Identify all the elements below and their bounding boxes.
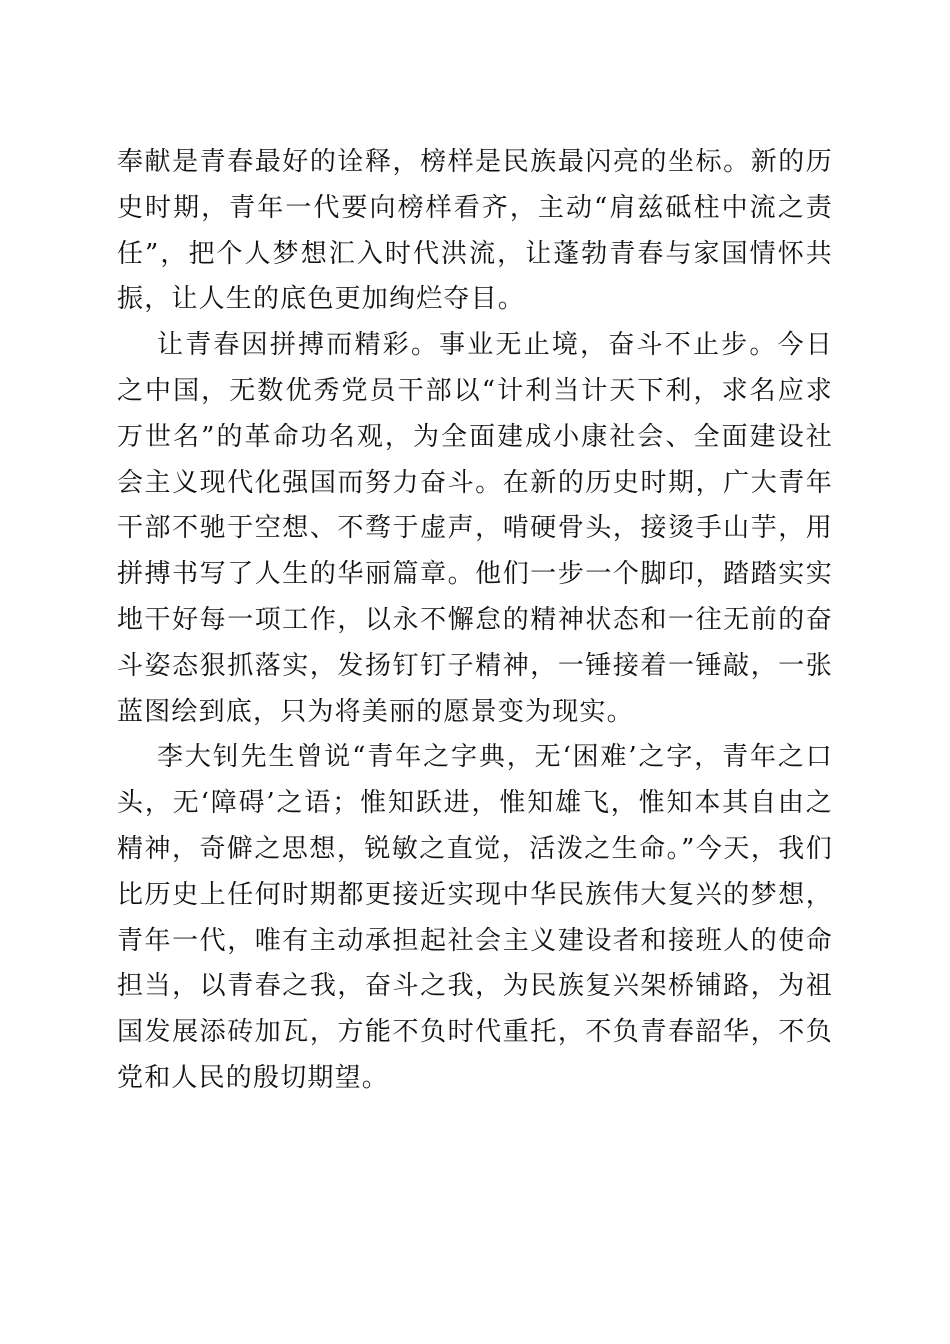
document-body: [117, 140, 833, 1102]
paragraph-3: 李大钊先生曾说“青年之字典，无‘困难’之字，青年之口头，无‘障碍’之语；惟知跃进，惟知雄飞，惟知本其自由之精神，奇僻之思想，锐敏之直觉，活泼之生命。”今天，我们比历史上任何时期都更接近实现中华民族伟大复兴的梦想，青年一代，唯有主动承担起社会主义建设者和接班人的使命担当，以青春之我，奋斗之我，为民族复兴架桥铺路，为祖国发展添砖加瓦，方能不负时代重托，不负青春韶华，不负党和人民的殷切期望。: [117, 742, 833, 1093]
paragraph-1: 奉献是青春最好的诠释，榜样是民族最闪亮的坐标。新的历史时期，青年一代要向榜样看齐，主动“肩兹砥柱中流之责任”，把个人梦想汇入时代洪流，让蓬勃青春与家国情怀共振，让人生的底色更加绚烂夺目。: [117, 147, 833, 315]
paragraph-2: 让青春因拼搏而精彩。事业无止境，奋斗不止步。今日之中国，无数优秀党员干部以“计利当计天下利，求名应求万世名”的革命功名观，为全面建成小康社会、全面建设社会主义现代化强国而努力奋斗。在新的历史时期，广大青年干部不驰于空想、不骛于虚声，啃硬骨头，接烫手山芋，用拼搏书写了人生的华丽篇章。他们一步一个脚印，踏踏实实地干好每一项工作，以永不懈怠的精神状态和一往无前的奋斗姿态狠抓落实，发扬钉钉子精神，一锤接着一锤敲，一张蓝图绘到底，只为将美丽的愿景变为现实。: [117, 330, 833, 727]
